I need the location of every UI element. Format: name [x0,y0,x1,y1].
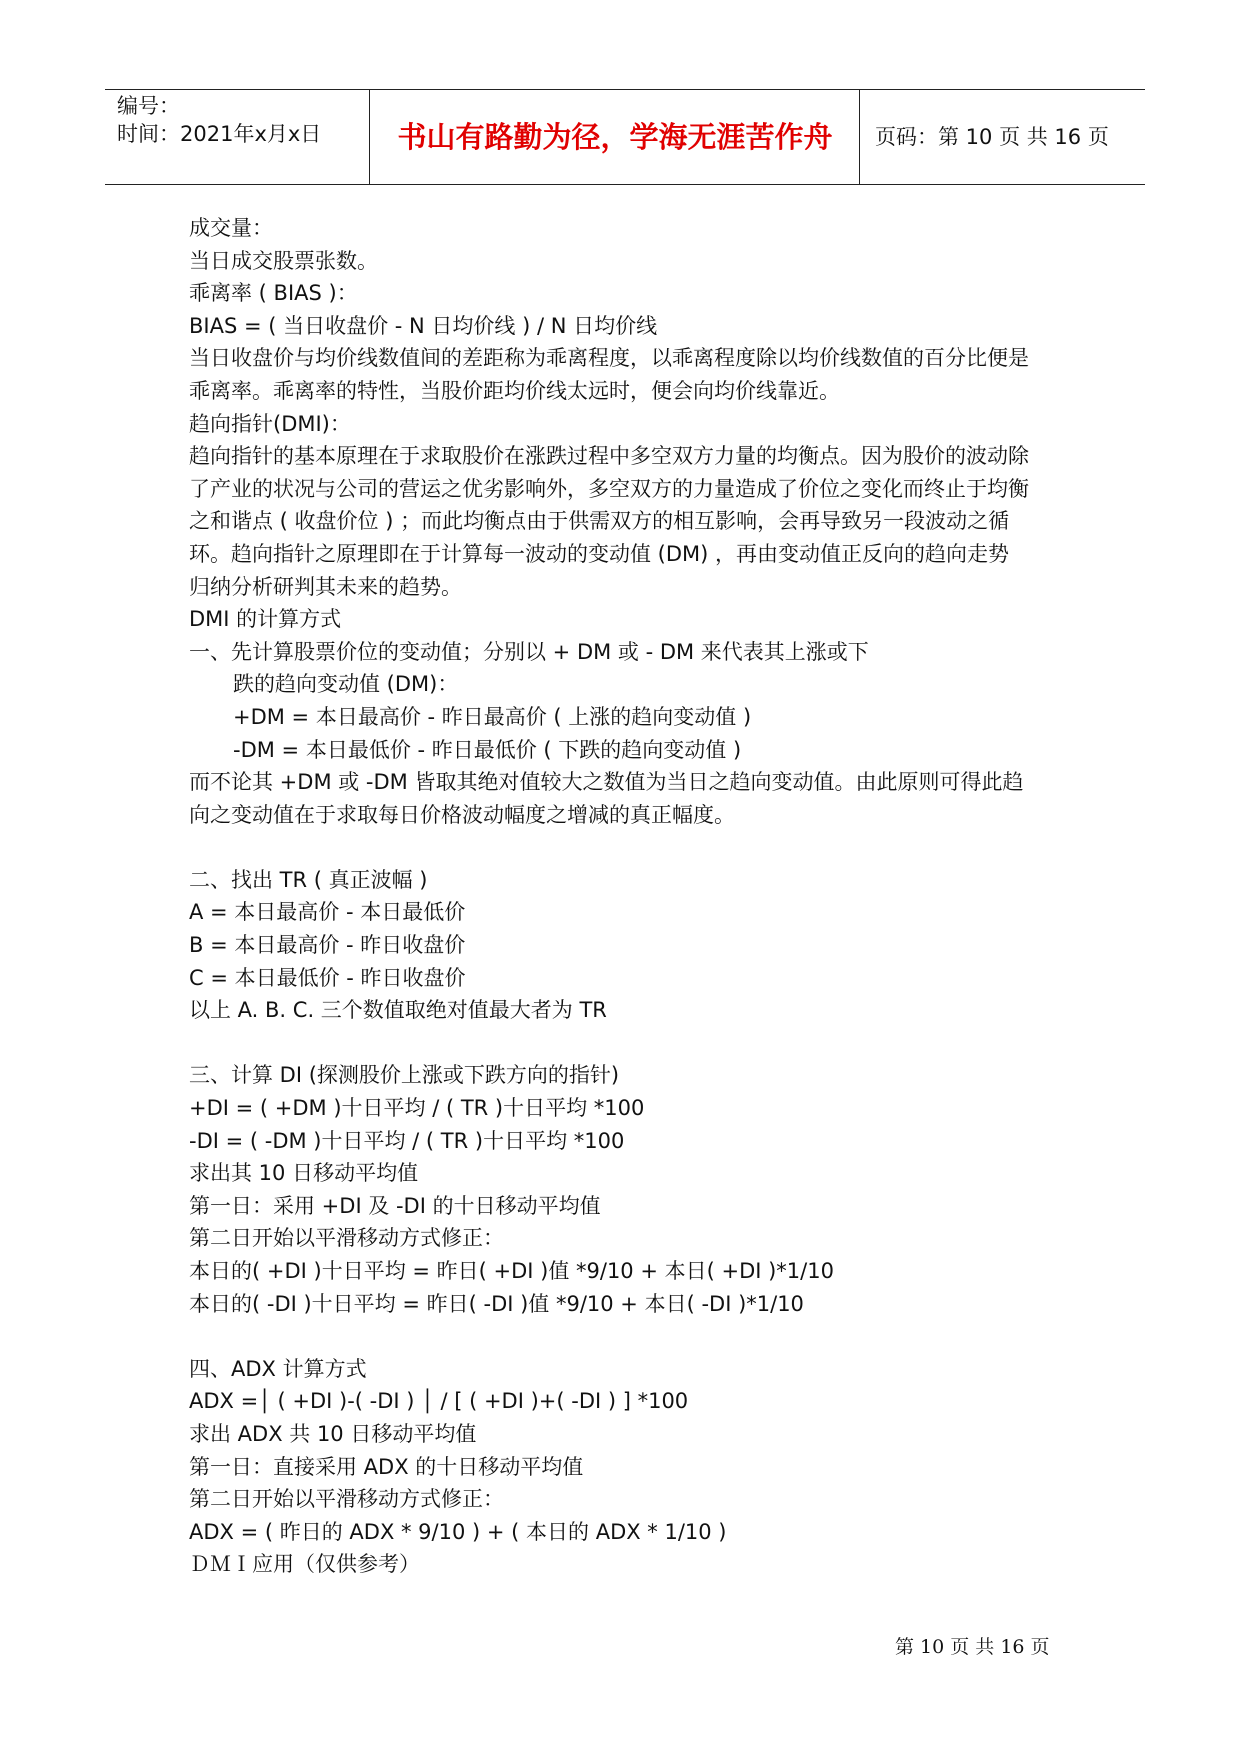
body-line: 三、计算 DI (探测股价上涨或下跌方向的指针) [189,1063,620,1088]
body-line: 乖离率 ( BIAS )： [189,281,358,306]
body-line: DMI 的计算方式 [189,607,342,632]
document-body [189,212,1069,1581]
body-line: ADX =│ ( +DI )-( -DI ) │ / [ ( +DI )+( -DI ) ] *100 [189,1389,689,1414]
header-page-label: 页码：第 10 页 共 16 页 [875,125,1109,149]
body-line: ＤＭＩ应用（仅供参考） [189,1552,420,1577]
body-line [189,831,1069,864]
body-line: 趋向指针(DMI)： [189,411,351,436]
body-line: 向之变动值在于求取每日价格波动幅度之增减的真正幅度。 [189,802,735,827]
body-line: +DI = ( +DM )十日平均 / ( TR )十日平均 *100 [189,1096,645,1121]
header-motto: 书山有路勤为径，学海无涯苦作舟 [397,120,833,154]
body-line: 一、先计算股票价位的变动值；分别以 + DM 或 - DM 来代表其上涨或下 [189,639,869,664]
body-line: 当日收盘价与均价线数值间的差距称为乖离程度，以乖离程度除以均价线数值的百分比便是 [189,346,1029,371]
body-line [189,1320,1069,1353]
body-line: A = 本日最高价 - 本日最低价 [189,900,466,925]
body-line [189,1027,1069,1060]
body-line: 成交量： [189,216,273,240]
body-line: 本日的( +DI )十日平均 = 昨日( +DI )值 *9/10 + 本日( +DI )*1/10 [189,1259,834,1283]
body-line: BIAS = ( 当日收盘价 - N 日均价线 ) / N 日均价线 [189,313,658,338]
body-line: B = 本日最高价 - 昨日收盘价 [189,933,466,958]
page-footer: 第 10 页 共 16 页 [895,1636,1050,1658]
body-line: 了产业的状况与公司的营运之优劣影响外，多空双方的力量造成了价位之变化而终止于均衡 [189,476,1029,501]
header-number-label: 编号： [117,94,180,118]
body-line: 二、找出 TR ( 真正波幅 ) [189,867,428,892]
body-line: +DM = 本日最高价 - 昨日最高价 ( 上涨的趋向变动值 ) [233,704,752,729]
body-line: ADX = ( 昨日的 ADX * 9/10 ) + ( 本日的 ADX * 1/10 ) [189,1519,727,1544]
header-time-label: 时间：2021年x月x日 [117,122,322,146]
body-line: 而不论其 +DM 或 -DM 皆取其绝对值较大之数值为当日之趋向变动值。由此原则可得此趋 [189,770,1024,795]
body-line: 以上 A. B. C. 三个数值取绝对值最大者为 TR [189,998,607,1023]
header-meta [117,92,367,148]
body-line: 之和谐点 ( 收盘价位 ) ；而此均衡点由于供需双方的相互影响，会再导致另一段波动之循 [189,509,1010,534]
header-divider-left [369,90,370,184]
body-line: 第一日：采用 +DI 及 -DI 的十日移动平均值 [189,1193,601,1218]
body-line: 归纳分析研判其未来的趋势。 [189,574,462,599]
body-line: 当日成交股票张数。 [189,248,378,273]
body-line: 求出其 10 日移动平均值 [189,1161,419,1186]
body-line: 第二日开始以平滑移动方式修正： [189,1226,504,1251]
body-line: C = 本日最低价 - 昨日收盘价 [189,965,466,990]
body-line: -DI = ( -DM )十日平均 / ( TR )十日平均 *100 [189,1128,625,1153]
body-line: -DM = 本日最低价 - 昨日最低价 ( 下跌的趋向变动值 ) [233,737,742,762]
body-line: 第二日开始以平滑移动方式修正： [189,1487,504,1512]
body-line: 跌的趋向变动值 (DM)： [233,672,459,697]
page-header [105,89,1145,185]
body-line: 求出 ADX 共 10 日移动平均值 [189,1421,477,1446]
body-line: 环。趋向指针之原理即在于计算每一波动的变动值 (DM) ，再由变动值正反向的趋向走势 [189,541,1010,566]
header-divider-right [859,90,860,184]
body-line: 四、ADX 计算方式 [189,1356,367,1381]
body-line: 趋向指针的基本原理在于求取股价在涨跌过程中多空双方力量的均衡点。因为股价的波动除 [189,444,1029,469]
body-line: 第一日：直接采用 ADX 的十日移动平均值 [189,1454,584,1479]
body-line: 乖离率。乖离率的特性，当股价距均价线太远时，便会向均价线靠近。 [189,378,840,403]
body-line: 本日的( -DI )十日平均 = 昨日( -DI )值 *9/10 + 本日( -DI )*1/10 [189,1291,804,1316]
